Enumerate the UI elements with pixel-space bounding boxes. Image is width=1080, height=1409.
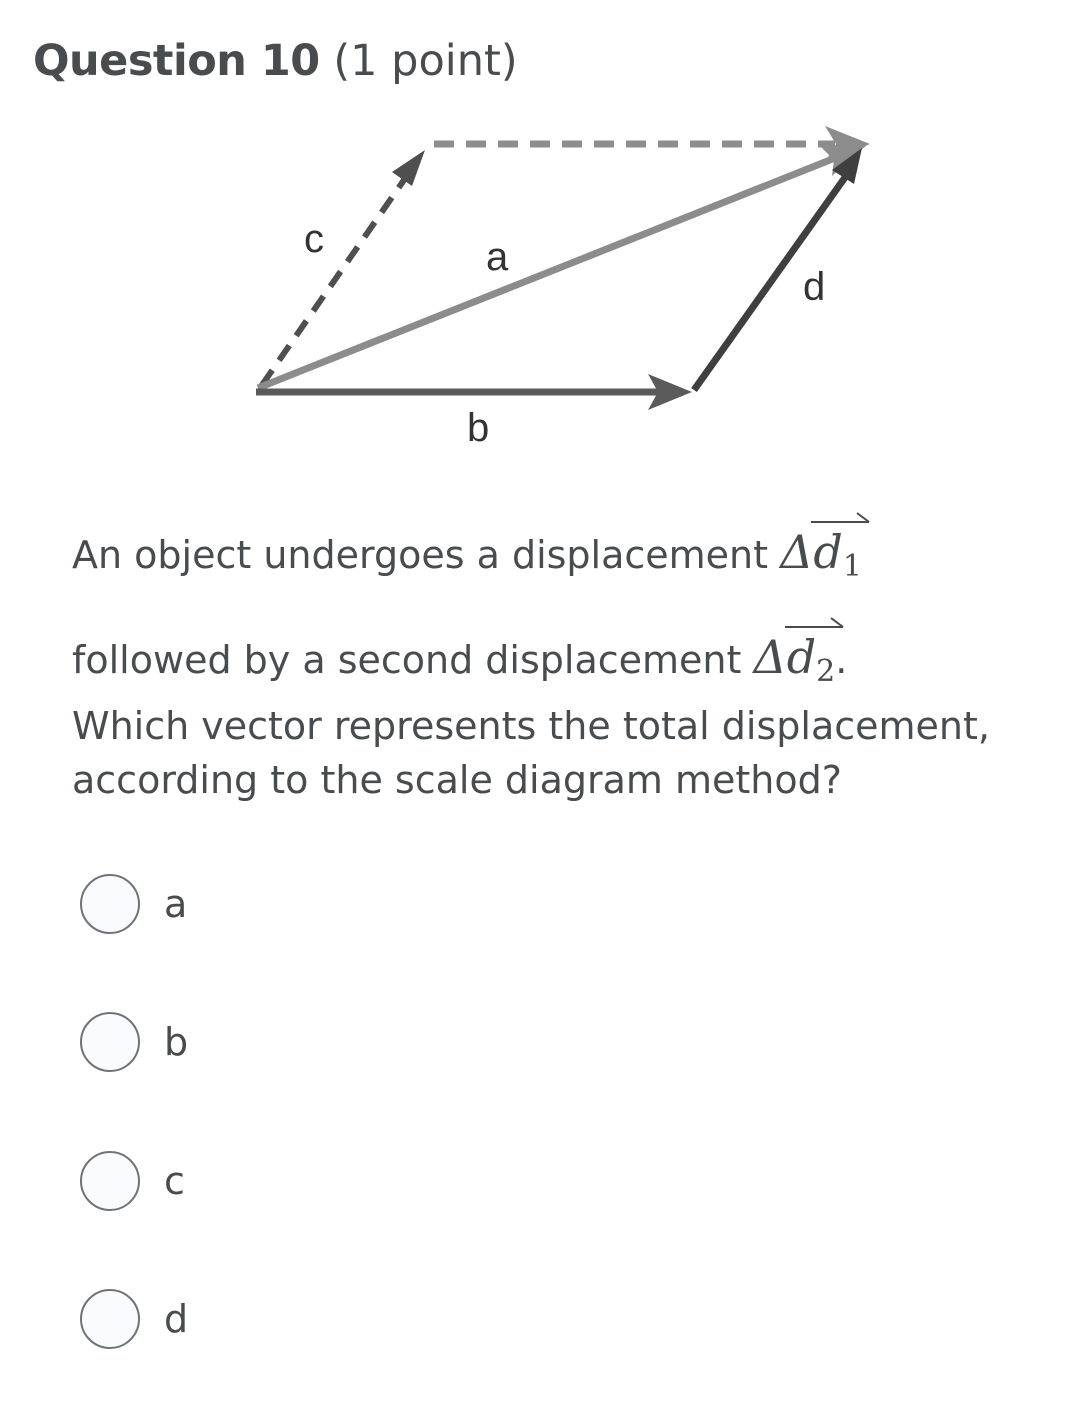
- label-a: a: [486, 235, 509, 279]
- vector-diagram: [0, 0, 1080, 470]
- stem-text-1: An object undergoes a displacement: [72, 533, 781, 577]
- label-d: d: [803, 265, 826, 309]
- vector-top-dashed: [434, 126, 870, 162]
- stem-line-1: [72, 525, 1062, 594]
- d-symbol: d: [786, 630, 817, 684]
- delta-symbol: Δ: [780, 525, 814, 579]
- vector-arrow-icon: [785, 616, 845, 630]
- vector-a: [258, 144, 868, 388]
- radio-button-b[interactable]: [80, 1012, 140, 1072]
- subscript-1: 1: [842, 549, 862, 584]
- option-a[interactable]: [80, 871, 187, 937]
- delta-d2-math: [753, 630, 835, 699]
- delta-d1-math: [780, 525, 862, 594]
- vector-b: [256, 374, 692, 410]
- delta-symbol: Δ: [753, 630, 787, 684]
- stem-line-3: Which vector represents the total displacement,: [72, 704, 990, 748]
- radio-button-d[interactable]: [80, 1289, 140, 1349]
- d-symbol: d: [813, 525, 843, 579]
- question-stem: [72, 525, 1062, 807]
- stem-line-2: [72, 630, 1062, 699]
- question-points: (1 point): [333, 36, 518, 86]
- option-d[interactable]: [80, 1286, 188, 1352]
- subscript-2: 2: [816, 654, 836, 689]
- stem-line-4: according to the scale diagram method?: [72, 758, 842, 802]
- label-c: c: [304, 217, 324, 261]
- stem-period: .: [835, 638, 848, 682]
- vector-d2: [787, 630, 836, 699]
- vector-c: [262, 150, 425, 385]
- option-label-d: d: [164, 1297, 189, 1341]
- option-label-a: a: [164, 882, 188, 926]
- option-b[interactable]: [80, 1009, 188, 1075]
- vector-d1: [813, 525, 862, 594]
- radio-button-c[interactable]: [80, 1151, 140, 1211]
- option-label-c: c: [164, 1159, 185, 1203]
- radio-button-a[interactable]: [80, 874, 140, 934]
- label-b: b: [467, 406, 490, 450]
- option-label-b: b: [164, 1020, 189, 1064]
- question-title: Question 10: [33, 36, 320, 86]
- option-c[interactable]: [80, 1148, 185, 1214]
- stem-text-2: followed by a second displacement: [72, 638, 754, 682]
- vector-arrow-icon: [811, 511, 871, 525]
